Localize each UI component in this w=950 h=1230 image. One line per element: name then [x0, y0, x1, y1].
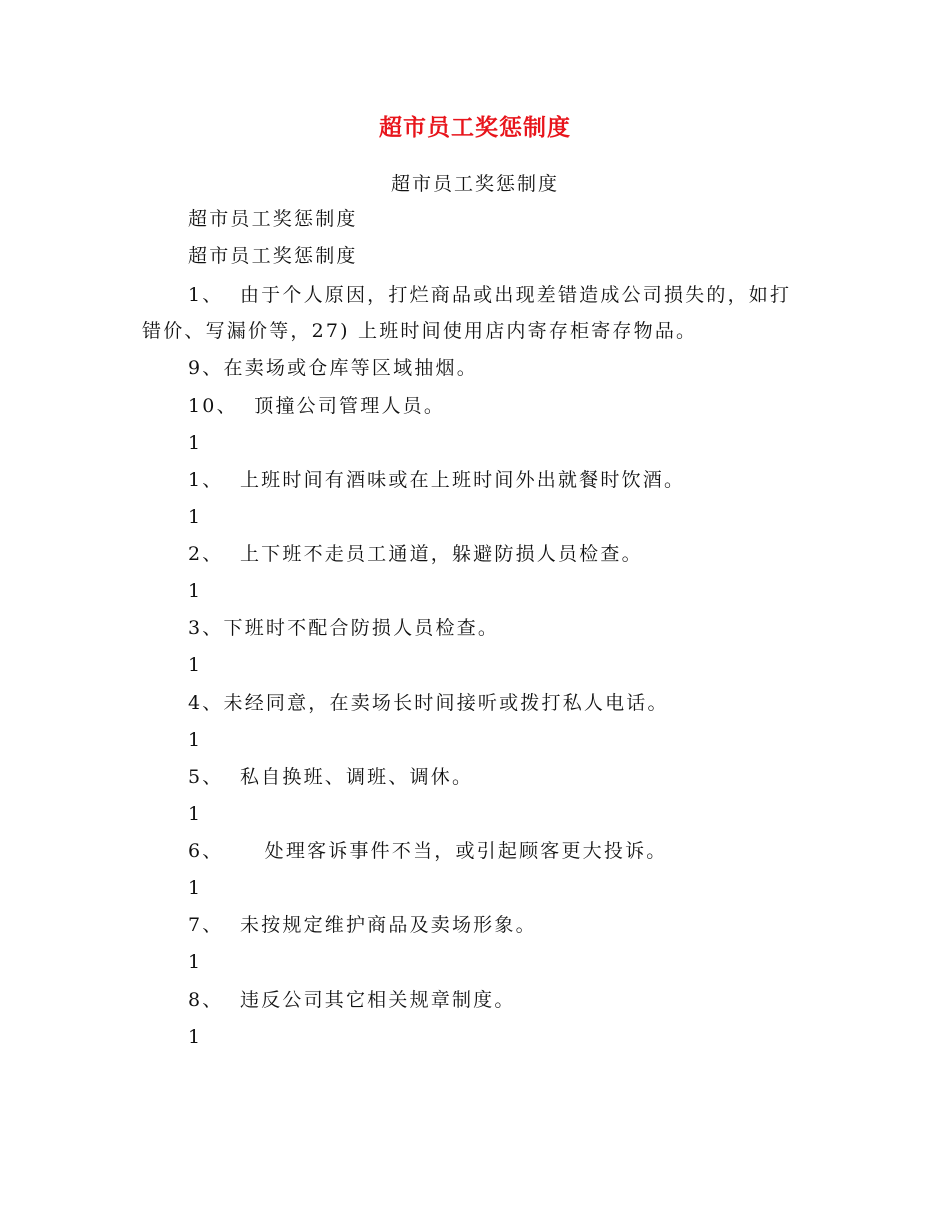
text-line: 7、 未按规定维护商品及卖场形象。 — [188, 914, 537, 936]
text-line: 1 — [188, 1026, 203, 1048]
text-line: 9、在卖场或仓库等区域抽烟。 — [188, 357, 478, 379]
text-line: 1 — [188, 432, 203, 454]
text-line: 1 — [188, 803, 203, 825]
document-subtitle: 超市员工奖惩制度 — [390, 173, 559, 195]
text-line: 3、下班时不配合防损人员检查。 — [188, 617, 500, 639]
text-line: 超市员工奖惩制度 — [188, 245, 358, 267]
text-line: 1 — [188, 729, 203, 751]
text-line: 1、 由于个人原因，打烂商品或出现差错造成公司损失的，如打 — [188, 284, 792, 306]
text-line: 2、 上下班不走员工通道，躲避防损人员检查。 — [188, 543, 643, 565]
text-line: 1 — [188, 951, 203, 973]
text-line: 错价、写漏价等，27) 上班时间使用店内寄存柜寄存物品。 — [142, 320, 698, 342]
text-line: 8、 违反公司其它相关规章制度。 — [188, 989, 516, 1011]
text-line: 1 — [188, 506, 203, 528]
text-line: 1 — [188, 877, 203, 899]
document-title: 超市员工奖惩制度 — [379, 114, 571, 141]
text-line: 1 — [188, 654, 203, 676]
text-line: 超市员工奖惩制度 — [188, 208, 358, 230]
text-line: 6、 处理客诉事件不当，或引起顾客更大投诉。 — [188, 840, 668, 862]
text-line: 5、 私自换班、调班、调休。 — [188, 766, 474, 788]
text-line: 1 — [188, 580, 203, 602]
text-line: 4、未经同意，在卖场长时间接听或拨打私人电话。 — [188, 692, 669, 714]
text-line: 1、 上班时间有酒味或在上班时间外出就餐时饮酒。 — [188, 469, 686, 491]
text-line: 10、 顶撞公司管理人员。 — [188, 395, 446, 417]
